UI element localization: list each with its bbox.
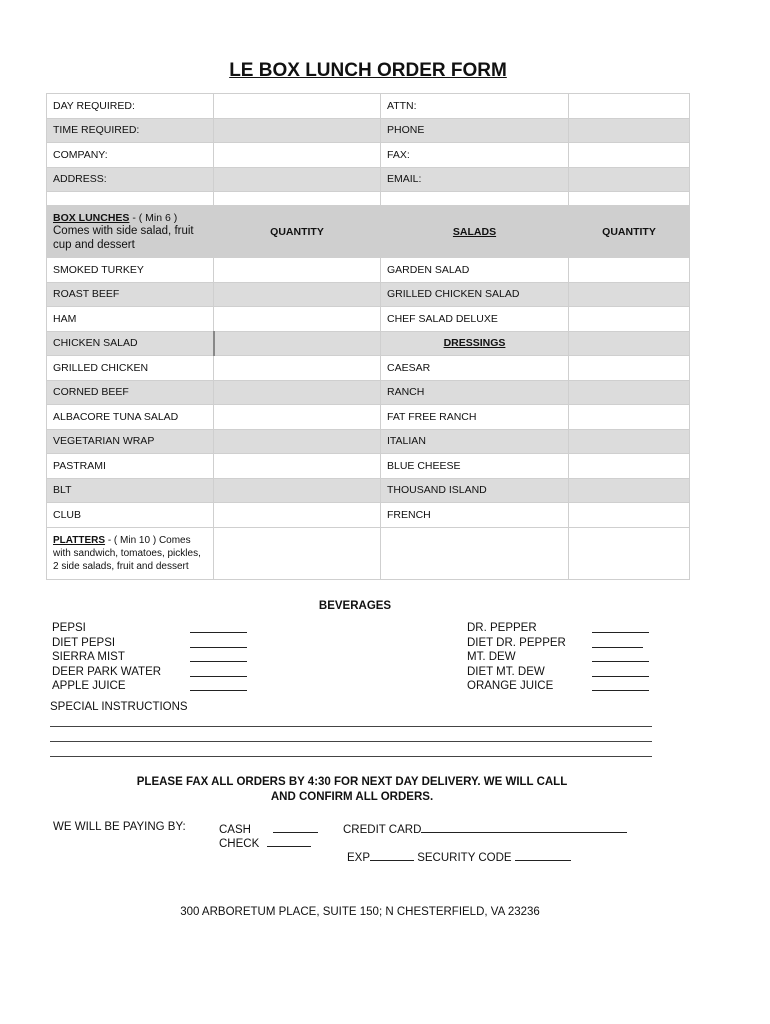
menu-item-right: ITALIAN — [381, 429, 569, 454]
menu-row — [47, 478, 690, 503]
beverage-quantity-line[interactable] — [592, 621, 649, 633]
order-form-table — [46, 93, 690, 580]
quantity-field[interactable] — [569, 454, 690, 479]
platters-cell — [47, 527, 214, 579]
spacer-row — [47, 192, 690, 206]
quantity-field[interactable] — [214, 405, 381, 430]
attn-field[interactable] — [569, 94, 690, 119]
menu-item-left: CLUB — [47, 503, 214, 528]
platters-title: PLATTERS — [53, 534, 106, 546]
time-required-label: TIME REQUIRED: — [47, 118, 214, 143]
box-lunches-header — [47, 206, 214, 258]
quantity-field[interactable] — [569, 478, 690, 503]
quantity-field[interactable] — [569, 429, 690, 454]
card-details — [347, 849, 571, 864]
beverage-quantity-line[interactable] — [592, 679, 649, 691]
time-required-field[interactable] — [214, 118, 381, 143]
menu-item-left: ROAST BEEF — [47, 282, 214, 307]
platters-min: - ( Min 10 ) Comes — [105, 534, 191, 546]
quantity-field[interactable] — [569, 405, 690, 430]
address-label: ADDRESS: — [47, 167, 214, 192]
footer-address: 300 ARBORETUM PLACE, SUITE 150; N CHESTERFIELD, VA 23236 — [180, 906, 540, 918]
quantity-field[interactable] — [569, 356, 690, 381]
beverage-item — [467, 621, 649, 636]
platters-row — [47, 527, 690, 579]
quantity-field[interactable] — [214, 258, 381, 283]
menu-row — [47, 282, 690, 307]
quantity-field[interactable] — [214, 503, 381, 528]
dressings-header: DRESSINGS — [381, 331, 569, 356]
company-field[interactable] — [214, 143, 381, 168]
menu-item-right: CAESAR — [381, 356, 569, 381]
page-title: LE BOX LUNCH ORDER FORM — [229, 60, 507, 81]
quantity-field[interactable] — [569, 331, 690, 356]
menu-item-right: CHEF SALAD DELUXE — [381, 307, 569, 332]
beverage-name: SIERRA MIST — [52, 651, 125, 663]
cash-option — [219, 821, 318, 836]
menu-item-left: VEGETARIAN WRAP — [47, 429, 214, 454]
menu-row — [47, 405, 690, 430]
beverage-quantity-line[interactable] — [190, 679, 247, 691]
quantity-field[interactable] — [214, 356, 381, 381]
quantity-field[interactable] — [214, 282, 381, 307]
special-instructions-label: SPECIAL INSTRUCTIONS — [50, 701, 188, 713]
menu-item-right: GRILLED CHICKEN SALAD — [381, 282, 569, 307]
notice-line-2: AND CONFIRM ALL ORDERS. — [270, 791, 434, 803]
box-lunches-title: BOX LUNCHES — [53, 211, 130, 224]
menu-item-left: BLT — [47, 478, 214, 503]
beverage-name: MT. DEW — [467, 651, 516, 663]
notice-line-1: PLEASE FAX ALL ORDERS BY 4:30 FOR NEXT DAY DELIVERY. WE WILL CALL — [136, 776, 568, 788]
beverage-name: APPLE JUICE — [52, 680, 126, 692]
menu-row — [47, 380, 690, 405]
beverage-item — [467, 665, 649, 680]
beverage-item — [467, 679, 649, 694]
credit-card-option — [343, 821, 627, 836]
delivery-notice — [0, 775, 704, 805]
check-line[interactable] — [267, 835, 311, 847]
beverage-name: PEPSI — [52, 622, 86, 634]
salads-header: SALADS — [381, 206, 569, 258]
info-row-company — [47, 143, 690, 168]
beverage-item — [52, 636, 247, 651]
beverages-right-list — [467, 621, 649, 694]
beverage-item — [52, 665, 247, 680]
quantity-field[interactable] — [214, 429, 381, 454]
menu-item-right: RANCH — [381, 380, 569, 405]
beverage-quantity-line[interactable] — [190, 636, 247, 648]
payment-label: WE WILL BE PAYING BY: — [53, 821, 186, 833]
platters-quantity-field[interactable] — [214, 527, 381, 579]
menu-item-right: GARDEN SALAD — [381, 258, 569, 283]
menu-item-left: HAM — [47, 307, 214, 332]
quantity-header-left: QUANTITY — [214, 206, 381, 258]
beverage-name: DEER PARK WATER — [52, 665, 162, 678]
exp-label: EXP — [347, 852, 371, 864]
menu-item-left: CORNED BEEF — [47, 380, 214, 405]
exp-line[interactable] — [370, 849, 414, 861]
info-row-day — [47, 94, 690, 119]
check-option — [219, 835, 311, 850]
cash-line[interactable] — [273, 821, 318, 833]
beverage-item — [52, 650, 247, 665]
fax-label: FAX: — [381, 143, 569, 168]
menu-item-right: BLUE CHEESE — [381, 454, 569, 479]
menu-row — [47, 258, 690, 283]
beverage-item — [52, 679, 247, 694]
beverage-name: DR. PEPPER — [467, 622, 537, 634]
quantity-field[interactable] — [569, 503, 690, 528]
cash-label: CASH — [219, 824, 251, 836]
menu-item-right: FAT FREE RANCH — [381, 405, 569, 430]
special-instructions-line[interactable] — [50, 741, 652, 742]
info-row-time — [47, 118, 690, 143]
email-label: EMAIL: — [381, 167, 569, 192]
beverage-quantity-line[interactable] — [592, 636, 643, 648]
quantity-field[interactable] — [569, 307, 690, 332]
security-code-line[interactable] — [515, 849, 571, 861]
beverage-item — [467, 636, 649, 651]
menu-item-right: FRENCH — [381, 503, 569, 528]
quantity-header-right: QUANTITY — [569, 206, 690, 258]
quantity-field[interactable] — [214, 380, 381, 405]
menu-item-left: ALBACORE TUNA SALAD — [47, 405, 214, 430]
credit-card-label: CREDIT CARD — [343, 824, 422, 836]
fax-field[interactable] — [569, 143, 690, 168]
special-instructions-line[interactable] — [50, 756, 652, 757]
menu-item-left: SMOKED TURKEY — [47, 258, 214, 283]
attn-label: ATTN: — [381, 94, 569, 119]
phone-label: PHONE — [381, 118, 569, 143]
special-instructions-line[interactable] — [50, 726, 652, 727]
menu-row — [47, 429, 690, 454]
menu-item-right: THOUSAND ISLAND — [381, 478, 569, 503]
menu-row — [47, 307, 690, 332]
quantity-field[interactable] — [569, 258, 690, 283]
beverage-item — [52, 621, 247, 636]
box-lunches-min: - ( Min 6 ) — [129, 211, 178, 224]
quantity-field[interactable] — [214, 307, 381, 332]
address-field[interactable] — [214, 167, 381, 192]
platters-description: with sandwich, tomatoes, pickles, 2 side salads, fruit and dessert — [53, 547, 201, 572]
box-lunches-description: Comes with side salad, fruit cup and dessert — [53, 224, 194, 251]
beverages-left-list — [52, 621, 247, 694]
menu-item-left: GRILLED CHICKEN — [47, 356, 214, 381]
beverage-quantity-line[interactable] — [190, 665, 247, 677]
beverages-title: BEVERAGES — [318, 600, 392, 612]
beverage-name: DIET PEPSI — [52, 636, 116, 649]
quantity-field[interactable] — [214, 454, 381, 479]
info-row-address — [47, 167, 690, 192]
menu-item-left: CHICKEN SALAD — [47, 331, 214, 356]
beverage-quantity-line[interactable] — [190, 621, 247, 633]
beverage-name: DIET MT. DEW — [467, 665, 545, 678]
quantity-field[interactable] — [569, 282, 690, 307]
check-label: CHECK — [219, 838, 260, 850]
security-code-label: SECURITY CODE — [417, 852, 512, 864]
beverage-name: ORANGE JUICE — [467, 680, 554, 692]
beverage-item — [467, 650, 649, 665]
phone-field[interactable] — [569, 118, 690, 143]
email-field[interactable] — [569, 167, 690, 192]
menu-row — [47, 331, 690, 356]
beverage-name: DIET DR. PEPPER — [467, 636, 566, 649]
day-required-field[interactable] — [214, 94, 381, 119]
quantity-field[interactable] — [569, 380, 690, 405]
beverage-quantity-line[interactable] — [190, 650, 247, 662]
menu-item-left: PASTRAMI — [47, 454, 214, 479]
menu-row — [47, 454, 690, 479]
credit-card-line[interactable] — [421, 821, 627, 833]
quantity-field[interactable] — [214, 478, 381, 503]
menu-row — [47, 503, 690, 528]
company-label: COMPANY: — [47, 143, 214, 168]
beverage-quantity-line[interactable] — [592, 650, 649, 662]
quantity-field[interactable] — [214, 331, 381, 356]
menu-header-row — [47, 206, 690, 258]
menu-row — [47, 356, 690, 381]
beverage-quantity-line[interactable] — [592, 665, 649, 677]
day-required-label: DAY REQUIRED: — [47, 94, 214, 119]
